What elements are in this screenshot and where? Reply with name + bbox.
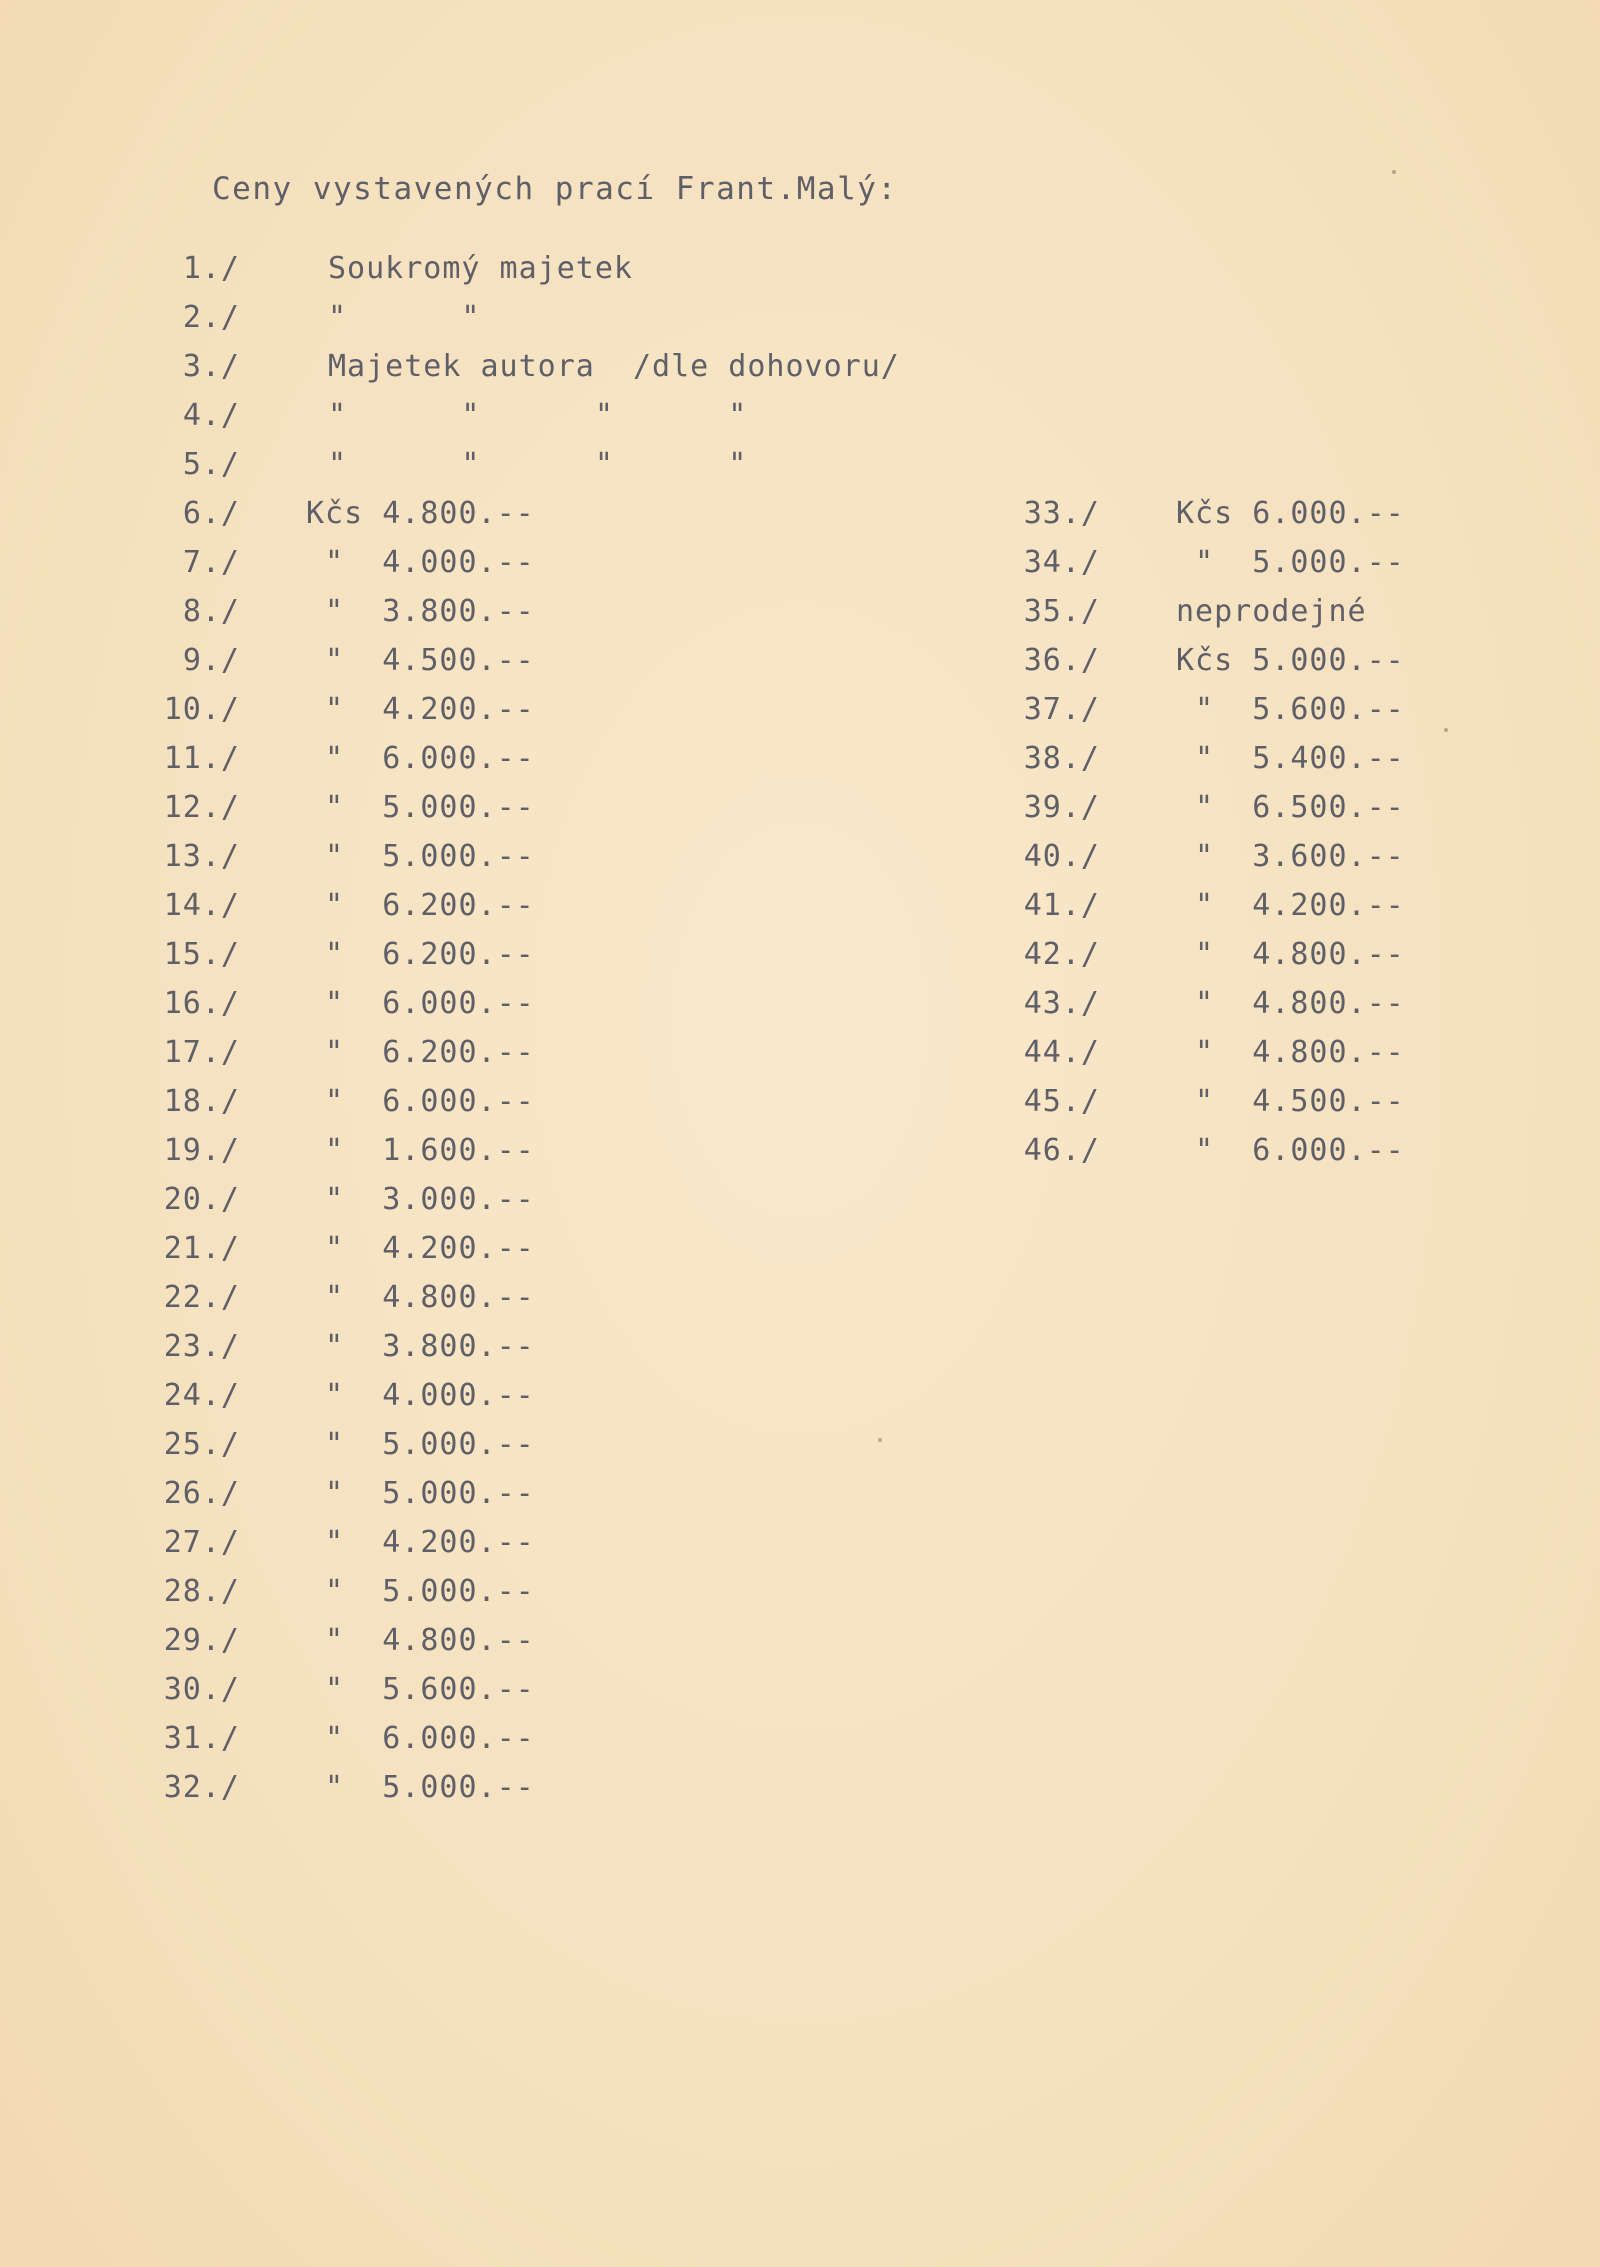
item-price: " 4.200.-- (1176, 888, 1405, 923)
ownership-note: Majetek autora /dle dohovoru/ (328, 349, 900, 384)
item-price: " 4.800.-- (306, 1280, 535, 1315)
item-price: " 5.400.-- (1176, 741, 1405, 776)
item-number: 19./ (163, 1133, 240, 1168)
item-number: 34./ (1023, 545, 1100, 580)
item-number: 13./ (163, 839, 240, 874)
ownership-note: " " (328, 300, 481, 335)
paper-speck (1392, 170, 1396, 174)
ownership-note: Soukromý majetek (328, 251, 633, 286)
item-number: 3./ (182, 349, 240, 384)
item-price: Kčs 4.800.-- (306, 496, 535, 531)
item-number: 1./ (182, 251, 240, 286)
item-price: " 3.600.-- (1176, 839, 1405, 874)
item-number: 37./ (1023, 692, 1100, 727)
item-number: 8./ (182, 594, 240, 629)
item-number: 42./ (1023, 937, 1100, 972)
item-number: 36./ (1023, 643, 1100, 678)
item-number: 14./ (163, 888, 240, 923)
item-number: 39./ (1023, 790, 1100, 825)
item-price: neprodejné (1176, 594, 1367, 629)
item-number: 31./ (163, 1721, 240, 1756)
item-price: " 5.600.-- (306, 1672, 535, 1707)
item-price: " 6.200.-- (306, 888, 535, 923)
item-price: " 4.000.-- (306, 1378, 535, 1413)
item-number: 18./ (163, 1084, 240, 1119)
item-price: " 4.200.-- (306, 1525, 535, 1560)
item-price: " 4.500.-- (1176, 1084, 1405, 1119)
item-number: 30./ (163, 1672, 240, 1707)
item-price: " 4.800.-- (1176, 1035, 1405, 1070)
item-number: 9./ (182, 643, 240, 678)
item-price: " 5.000.-- (1176, 545, 1405, 580)
item-price: " 4.000.-- (306, 545, 535, 580)
item-price: " 4.800.-- (306, 1623, 535, 1658)
item-price: " 6.000.-- (306, 741, 535, 776)
item-number: 25./ (163, 1427, 240, 1462)
item-number: 24./ (163, 1378, 240, 1413)
item-number: 32./ (163, 1770, 240, 1805)
item-price: " 6.000.-- (306, 1084, 535, 1119)
item-price: " 6.000.-- (1176, 1133, 1405, 1168)
item-price: " 5.000.-- (306, 839, 535, 874)
item-number: 41./ (1023, 888, 1100, 923)
item-price: " 1.600.-- (306, 1133, 535, 1168)
item-price: " 5.600.-- (1176, 692, 1405, 727)
item-number: 10./ (163, 692, 240, 727)
item-price: Kčs 6.000.-- (1176, 496, 1405, 531)
item-price: " 6.200.-- (306, 1035, 535, 1070)
item-price: " 5.000.-- (306, 1574, 535, 1609)
item-number: 22./ (163, 1280, 240, 1315)
item-price: Kčs 5.000.-- (1176, 643, 1405, 678)
item-number: 27./ (163, 1525, 240, 1560)
item-price: " 3.800.-- (306, 594, 535, 629)
item-number: 17./ (163, 1035, 240, 1070)
item-number: 33./ (1023, 496, 1100, 531)
item-price: " 5.000.-- (306, 1476, 535, 1511)
item-price: " 5.000.-- (306, 1770, 535, 1805)
item-number: 20./ (163, 1182, 240, 1217)
item-number: 23./ (163, 1329, 240, 1364)
item-number: 38./ (1023, 741, 1100, 776)
item-number: 40./ (1023, 839, 1100, 874)
item-price: " 4.800.-- (1176, 937, 1405, 972)
item-price: " 3.000.-- (306, 1182, 535, 1217)
item-price: " 6.200.-- (306, 937, 535, 972)
item-number: 26./ (163, 1476, 240, 1511)
item-number: 43./ (1023, 986, 1100, 1021)
item-number: 7./ (182, 545, 240, 580)
item-number: 44./ (1023, 1035, 1100, 1070)
paper-speck (1444, 728, 1448, 732)
item-price: " 4.800.-- (1176, 986, 1405, 1021)
item-number: 5./ (182, 447, 240, 482)
item-number: 16./ (163, 986, 240, 1021)
item-number: 29./ (163, 1623, 240, 1658)
item-price: " 4.200.-- (306, 1231, 535, 1266)
item-number: 4./ (182, 398, 240, 433)
item-price: " 5.000.-- (306, 1427, 535, 1462)
item-number: 46./ (1023, 1133, 1100, 1168)
item-number: 11./ (163, 741, 240, 776)
item-price: " 4.500.-- (306, 643, 535, 678)
ownership-note: " " " " (328, 447, 748, 482)
item-price: " 5.000.-- (306, 790, 535, 825)
item-number: 45./ (1023, 1084, 1100, 1119)
item-number: 28./ (163, 1574, 240, 1609)
item-number: 6./ (182, 496, 240, 531)
item-price: " 6.500.-- (1176, 790, 1405, 825)
item-price: " 4.200.-- (306, 692, 535, 727)
item-price: " 3.800.-- (306, 1329, 535, 1364)
item-number: 21./ (163, 1231, 240, 1266)
item-price: " 6.000.-- (306, 1721, 535, 1756)
item-price: " 6.000.-- (306, 986, 535, 1021)
ownership-note: " " " " (328, 398, 748, 433)
item-number: 12./ (163, 790, 240, 825)
item-number: 2./ (182, 300, 240, 335)
document-title: Ceny vystavených prací Frant.Malý: (212, 171, 898, 207)
paper-speck (878, 1438, 882, 1442)
item-number: 35./ (1023, 594, 1100, 629)
item-number: 15./ (163, 937, 240, 972)
